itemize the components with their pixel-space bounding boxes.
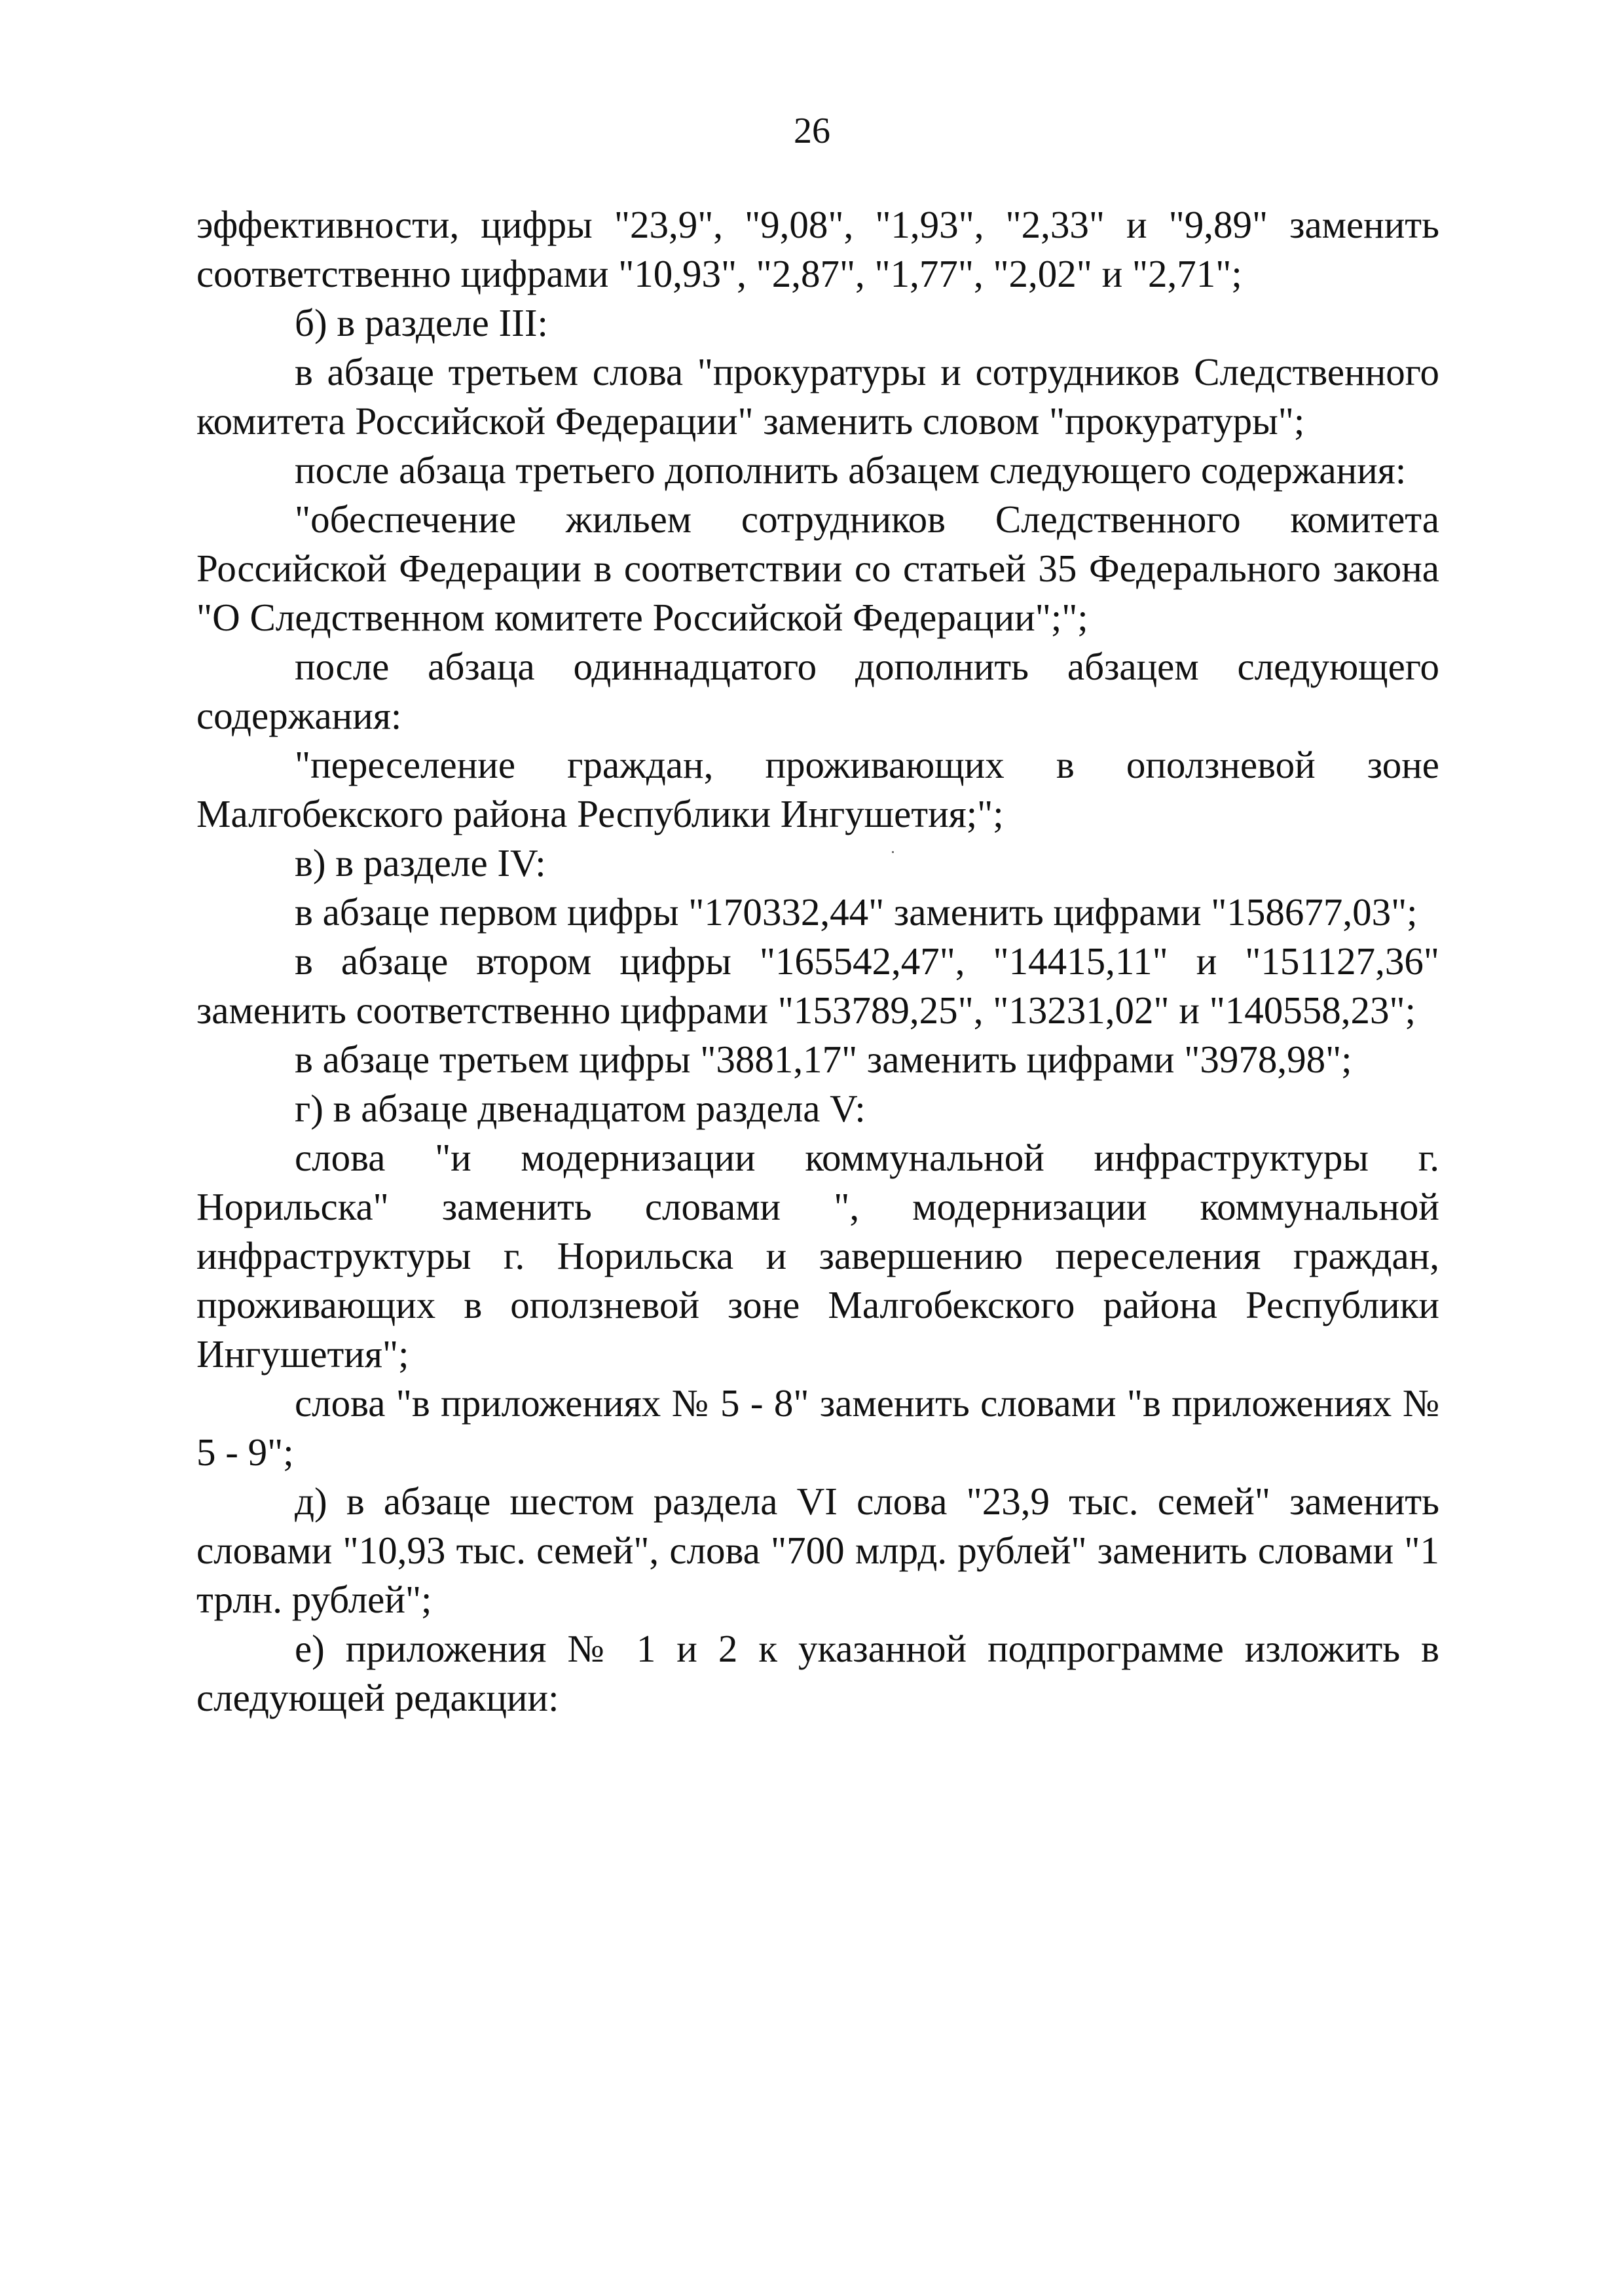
paragraph-after-eleventh-abzats: после абзаца одиннадцатого дополнить абзацем следующего содержания: <box>196 645 1439 737</box>
document-body <box>196 200 1439 1722</box>
paragraph-section-iii: б) в разделе III: <box>295 301 548 344</box>
paragraph-third-abzats-figures: в абзаце третьем цифры "3881,17" заменить цифрами "3978,98"; <box>295 1038 1352 1081</box>
paragraph-section-v: г) в абзаце двенадцатом раздела V: <box>295 1087 866 1130</box>
paragraph-appendices-words: слова "в приложениях № 5 - 8" заменить словами "в приложениях № 5 - 9"; <box>196 1381 1439 1474</box>
paragraph-appendices-new-edition: е) приложения № 1 и 2 к указанной подпрограмме изложить в следующей редакции: <box>196 1627 1439 1719</box>
paragraph-third-abzats-words: в абзаце третьем слова "прокуратуры и сотрудников Следственного комитета Российской Федерации" заменить словом "прокуратуры"; <box>196 350 1439 443</box>
paragraph-efficiency-figures: эффективности, цифры "23,9", "9,08", "1,93", "2,33" и "9,89" заменить соответственно цифрами "10,93", "2,87", "1,77", "2,02" и "2,71"; <box>196 203 1439 295</box>
paragraph-first-abzats-figures: в абзаце первом цифры "170332,44" заменить цифрами "158677,03"; <box>295 890 1418 934</box>
paragraph-norilsk-infrastructure: слова "и модернизации коммунальной инфраструктуры г. Норильска" заменить словами ", модернизации коммунальной инфраструктуры г. Норильска и завершению переселения граждан, проживающих в оползневой зоне Малгобекского района Республики Ингушетия"; <box>196 1136 1439 1376</box>
paragraph-housing-provision: "обеспечение жильем сотрудников Следственного комитета Российской Федерации в соответствии со статьей 35 Федерального закона "О Следственном комитете Российской Федерации";"; <box>196 498 1439 639</box>
paragraph-second-abzats-figures: в абзаце втором цифры "165542,47", "14415,11" и "151127,36" заменить соответственно цифрами "153789,25", "13231,02" и "140558,23"; <box>196 939 1439 1032</box>
paragraph-section-vi: д) в абзаце шестом раздела VI слова "23,9 тыс. семей" заменить словами "10,93 тыс. семей", слова "700 млрд. рублей" заменить словами "1 трлн. рублей"; <box>196 1480 1439 1621</box>
paragraph-section-iv: в) в разделе IV: <box>295 841 546 884</box>
paragraph-after-third-abzats: после абзаца третьего дополнить абзацем следующего содержания: <box>295 448 1407 492</box>
scan-speck <box>892 851 894 853</box>
page-number: 26 <box>794 111 830 151</box>
paragraph-resettlement: "переселение граждан, проживающих в оползневой зоне Малгобекского района Республики Ингушетия;"; <box>196 743 1439 835</box>
